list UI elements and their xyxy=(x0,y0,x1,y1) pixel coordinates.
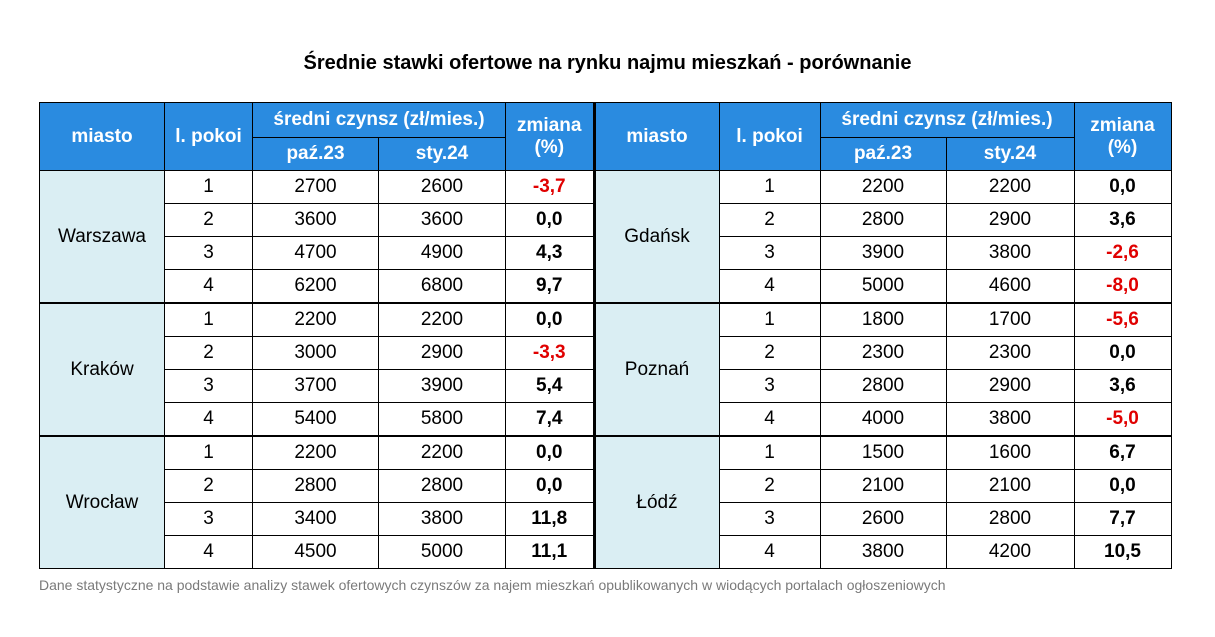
rent-period2-cell: 2200 xyxy=(946,171,1074,204)
rent-period1-cell: 2800 xyxy=(253,470,379,503)
rooms-cell: 2 xyxy=(719,470,820,503)
footnote: Dane statystyczne na podstawie analizy stawek ofertowych czynszów za najem mieszkań opublikowanych w wiodących portalach ogłoszeniowych xyxy=(39,577,946,593)
rent-period2-cell: 2900 xyxy=(379,337,506,370)
rent-period1-cell: 2800 xyxy=(820,204,946,237)
rent-period1-cell: 2700 xyxy=(253,171,379,204)
rent-period2-cell: 2200 xyxy=(379,436,506,470)
table-row xyxy=(40,303,594,337)
change-cell: 7,7 xyxy=(1074,503,1171,536)
rent-period2-cell: 5800 xyxy=(379,403,506,437)
rooms-cell: 4 xyxy=(719,536,820,569)
table-row xyxy=(595,436,1171,470)
rooms-cell: 4 xyxy=(719,403,820,437)
city-cell: Gdańsk xyxy=(595,171,719,304)
change-cell: 3,6 xyxy=(1074,204,1171,237)
rent-period1-cell: 1500 xyxy=(820,436,946,470)
rent-period2-cell: 3800 xyxy=(946,237,1074,270)
rent-period2-cell: 4600 xyxy=(946,270,1074,304)
rent-period1-cell: 5400 xyxy=(253,403,379,437)
rooms-cell: 4 xyxy=(165,270,253,304)
change-cell: 9,7 xyxy=(506,270,594,304)
table-title: Średnie stawki ofertowe na rynku najmu mieszkań - porównanie xyxy=(303,52,912,74)
rent-period2-cell: 2900 xyxy=(946,370,1074,403)
table-row xyxy=(595,171,1171,204)
rooms-cell: 1 xyxy=(719,171,820,204)
rent-period1-cell: 4700 xyxy=(253,237,379,270)
rent-period1-cell: 4000 xyxy=(820,403,946,437)
change-cell: 0,0 xyxy=(506,470,594,503)
change-cell: -5,0 xyxy=(1074,403,1171,437)
city-cell: Warszawa xyxy=(40,171,165,304)
header-period2: sty.24 xyxy=(379,138,506,171)
rooms-cell: 4 xyxy=(719,270,820,304)
header-period1: paź.23 xyxy=(820,138,946,171)
change-cell: -3,3 xyxy=(506,337,594,370)
header-city: miasto xyxy=(40,103,165,171)
change-cell: 6,7 xyxy=(1074,436,1171,470)
rent-period1-cell: 5000 xyxy=(820,270,946,304)
rent-period2-cell: 3600 xyxy=(379,204,506,237)
rent-period2-cell: 4200 xyxy=(946,536,1074,569)
change-cell: 0,0 xyxy=(506,436,594,470)
rent-period2-cell: 2200 xyxy=(379,303,506,337)
rent-period2-cell: 2600 xyxy=(379,171,506,204)
header-period2: sty.24 xyxy=(946,138,1074,171)
table-body-left xyxy=(40,171,594,569)
rent-period1-cell: 2600 xyxy=(820,503,946,536)
rent-period1-cell: 2800 xyxy=(820,370,946,403)
rent-period1-cell: 2200 xyxy=(820,171,946,204)
rent-period2-cell: 1600 xyxy=(946,436,1074,470)
rooms-cell: 2 xyxy=(165,337,253,370)
header-change: zmiana (%) xyxy=(506,103,594,171)
rent-period2-cell: 3900 xyxy=(379,370,506,403)
rooms-cell: 2 xyxy=(719,337,820,370)
rooms-cell: 2 xyxy=(165,470,253,503)
header-period1: paź.23 xyxy=(253,138,379,171)
table-row xyxy=(40,171,594,204)
header-rent: średni czynsz (zł/mies.) xyxy=(820,103,1074,138)
header-rent: średni czynsz (zł/mies.) xyxy=(253,103,506,138)
change-cell: 4,3 xyxy=(506,237,594,270)
rent-period1-cell: 4500 xyxy=(253,536,379,569)
rent-period2-cell: 2900 xyxy=(946,204,1074,237)
rooms-cell: 3 xyxy=(719,370,820,403)
header-city: miasto xyxy=(595,103,719,171)
rent-period1-cell: 2300 xyxy=(820,337,946,370)
rent-period2-cell: 1700 xyxy=(946,303,1074,337)
change-cell: 11,8 xyxy=(506,503,594,536)
change-cell: 3,6 xyxy=(1074,370,1171,403)
rooms-cell: 1 xyxy=(165,436,253,470)
rent-period2-cell: 3800 xyxy=(946,403,1074,437)
change-cell: 0,0 xyxy=(506,204,594,237)
header-rooms: l. pokoi xyxy=(719,103,820,171)
rent-period2-cell: 2800 xyxy=(379,470,506,503)
change-cell: 0,0 xyxy=(1074,337,1171,370)
rent-table-right xyxy=(595,102,1172,569)
rooms-cell: 2 xyxy=(719,204,820,237)
rooms-cell: 3 xyxy=(165,237,253,270)
rent-period1-cell: 3400 xyxy=(253,503,379,536)
rent-period2-cell: 2100 xyxy=(946,470,1074,503)
table-body-right xyxy=(595,171,1171,569)
table-row xyxy=(595,303,1171,337)
rent-period2-cell: 2300 xyxy=(946,337,1074,370)
change-cell: 0,0 xyxy=(1074,171,1171,204)
change-cell: -5,6 xyxy=(1074,303,1171,337)
rent-period1-cell: 1800 xyxy=(820,303,946,337)
change-cell: 5,4 xyxy=(506,370,594,403)
rooms-cell: 4 xyxy=(165,403,253,437)
change-cell: -8,0 xyxy=(1074,270,1171,304)
rent-period2-cell: 5000 xyxy=(379,536,506,569)
change-cell: -2,6 xyxy=(1074,237,1171,270)
rent-period1-cell: 3800 xyxy=(820,536,946,569)
rent-period1-cell: 6200 xyxy=(253,270,379,304)
rent-period1-cell: 3000 xyxy=(253,337,379,370)
header-rooms: l. pokoi xyxy=(165,103,253,171)
change-cell: 0,0 xyxy=(1074,470,1171,503)
rooms-cell: 1 xyxy=(719,303,820,337)
city-cell: Łódź xyxy=(595,436,719,569)
rent-period2-cell: 3800 xyxy=(379,503,506,536)
rent-period2-cell: 6800 xyxy=(379,270,506,304)
change-cell: 0,0 xyxy=(506,303,594,337)
header-change: zmiana (%) xyxy=(1074,103,1171,171)
rooms-cell: 4 xyxy=(165,536,253,569)
rent-table-left xyxy=(39,102,595,569)
table-row xyxy=(40,436,594,470)
city-cell: Wrocław xyxy=(40,436,165,569)
city-cell: Kraków xyxy=(40,303,165,436)
rooms-cell: 3 xyxy=(165,503,253,536)
comparison-table-wrapper xyxy=(39,102,1172,569)
rent-period2-cell: 4900 xyxy=(379,237,506,270)
change-cell: -3,7 xyxy=(506,171,594,204)
rooms-cell: 3 xyxy=(719,503,820,536)
rooms-cell: 1 xyxy=(165,171,253,204)
rent-period1-cell: 2100 xyxy=(820,470,946,503)
rent-period2-cell: 2800 xyxy=(946,503,1074,536)
rooms-cell: 2 xyxy=(165,204,253,237)
rent-period1-cell: 3600 xyxy=(253,204,379,237)
rent-period1-cell: 2200 xyxy=(253,436,379,470)
rent-period1-cell: 3900 xyxy=(820,237,946,270)
rent-period1-cell: 3700 xyxy=(253,370,379,403)
rooms-cell: 3 xyxy=(719,237,820,270)
rooms-cell: 1 xyxy=(165,303,253,337)
city-cell: Poznań xyxy=(595,303,719,436)
rooms-cell: 3 xyxy=(165,370,253,403)
change-cell: 11,1 xyxy=(506,536,594,569)
change-cell: 10,5 xyxy=(1074,536,1171,569)
rooms-cell: 1 xyxy=(719,436,820,470)
rent-period1-cell: 2200 xyxy=(253,303,379,337)
change-cell: 7,4 xyxy=(506,403,594,437)
